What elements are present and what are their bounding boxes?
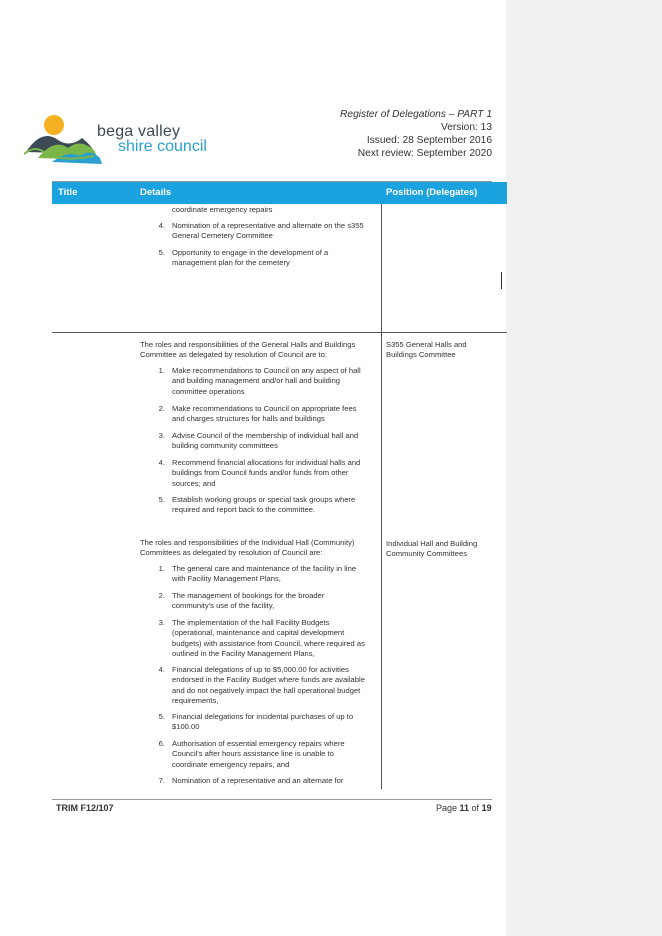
block3-position bbox=[386, 539, 477, 560]
list-item bbox=[172, 776, 343, 786]
logo-line-1: bega valley bbox=[97, 123, 181, 140]
list-item bbox=[172, 366, 361, 397]
trim-reference: TRIM F12/107 bbox=[56, 803, 114, 813]
list-number: 4. bbox=[158, 665, 165, 674]
col-details: Details bbox=[140, 187, 172, 198]
line: and do not negatively impact the hall operational budget bbox=[172, 685, 361, 695]
list-number: 3. bbox=[158, 431, 165, 440]
list-item bbox=[172, 665, 365, 707]
logo-wordmark bbox=[97, 124, 207, 154]
page-current: 11 bbox=[459, 803, 470, 813]
line: committee operations bbox=[172, 386, 245, 396]
list-item bbox=[172, 431, 358, 452]
list-number: 5. bbox=[158, 248, 165, 257]
line: outlined in the Facility Management Plans, bbox=[172, 649, 315, 659]
list-number: 2. bbox=[158, 404, 165, 413]
line: Financial delegations for incidental purchases of up to bbox=[172, 712, 354, 721]
line: Establish working groups or special task groups where bbox=[172, 495, 356, 504]
line: management plan for the cemetery bbox=[172, 258, 290, 268]
register-title: Register of Delegations – PART 1 bbox=[340, 109, 492, 120]
line: sources; and bbox=[172, 478, 216, 488]
line: Individual Hall and Building bbox=[386, 539, 478, 548]
footer-rule bbox=[52, 799, 492, 800]
list-number: 5. bbox=[158, 712, 165, 721]
line: The management of bookings for the broader bbox=[172, 591, 325, 600]
next-review: Next review: September 2020 bbox=[357, 148, 492, 159]
document-header bbox=[340, 108, 492, 160]
col-position: Position (Delegates) bbox=[386, 187, 478, 198]
line: Council's after hours assistance line is unable to bbox=[172, 749, 334, 759]
line: coordinate emergency repairs, and bbox=[172, 759, 290, 769]
list-number: 1. bbox=[158, 366, 165, 375]
line: The implementation of the hall Facility Budgets bbox=[172, 618, 330, 627]
line: buildings from Council funds and/or funds from other bbox=[172, 468, 349, 478]
line: (operational, maintenance and capital development bbox=[172, 628, 345, 638]
line: The roles and responsibilities of the General Halls and Buildings bbox=[140, 340, 356, 349]
block3-intro bbox=[140, 538, 354, 559]
table-header bbox=[52, 182, 507, 204]
column-divider bbox=[381, 204, 382, 789]
line: Buildings Committee bbox=[386, 350, 456, 360]
line: budgets) with assistance from Council, where required as bbox=[172, 638, 365, 648]
line: General Cemetery Committee bbox=[172, 231, 273, 241]
line: endorsed in the Facility Budget where funds are available bbox=[172, 675, 365, 685]
line: Nomination of a representative and an alternate for bbox=[172, 776, 344, 785]
col-title: Title bbox=[58, 187, 78, 198]
row-divider bbox=[52, 332, 507, 333]
list-number: 6. bbox=[158, 739, 165, 748]
continued-text: coordinate emergency repairs bbox=[172, 205, 273, 214]
list-item bbox=[172, 458, 360, 489]
block2-position bbox=[386, 340, 467, 361]
page-of: of bbox=[469, 803, 482, 813]
list-item bbox=[172, 712, 353, 733]
list-number: 4. bbox=[158, 221, 165, 230]
logo-line-2: shire council bbox=[118, 138, 207, 155]
line: Authorisation of essential emergency repairs where bbox=[172, 739, 345, 748]
list-number: 7. bbox=[158, 776, 165, 785]
block2-intro bbox=[140, 340, 355, 361]
list-number: 3. bbox=[158, 618, 165, 627]
line: Opportunity to engage in the development of a bbox=[172, 248, 329, 257]
version: Version: 13 bbox=[441, 122, 492, 133]
list-item bbox=[172, 564, 356, 585]
line: and building management and/or hall and building bbox=[172, 376, 341, 386]
line: Committees as delegated by resolution of Council are: bbox=[140, 548, 323, 558]
line: requirements, bbox=[172, 696, 219, 706]
page-total: 19 bbox=[481, 803, 492, 813]
page-prefix: Page bbox=[436, 803, 460, 813]
line: Make recommendations to Council on appropriate fees bbox=[172, 404, 357, 413]
issued-date: Issued: 28 September 2016 bbox=[366, 135, 492, 146]
line: required and report back to the committee. bbox=[172, 505, 316, 515]
line: Advise Council of the membership of individual hall and bbox=[172, 431, 359, 440]
text-cursor bbox=[501, 272, 502, 289]
line: with Facility Management Plans, bbox=[172, 574, 281, 584]
list-item bbox=[172, 221, 364, 242]
line: Recommend financial allocations for individual halls and bbox=[172, 458, 361, 467]
list-item bbox=[172, 591, 324, 612]
line: Financial delegations of up to $5,000.00 for activities bbox=[172, 665, 349, 674]
line: Community Committees bbox=[386, 549, 468, 559]
list-item bbox=[172, 404, 356, 425]
line: The roles and responsibilities of the Individual Hall (Community) bbox=[140, 538, 355, 547]
list-item bbox=[172, 739, 345, 770]
list-number: 2. bbox=[158, 591, 165, 600]
comment-sidebar bbox=[506, 0, 662, 936]
line: S355 General Halls and bbox=[386, 340, 467, 349]
list-item bbox=[172, 248, 328, 269]
line: Make recommendations to Council on any aspect of hall bbox=[172, 366, 361, 375]
list-number: 1. bbox=[158, 564, 165, 573]
line: community's use of the facility, bbox=[172, 601, 275, 611]
list-number: 5. bbox=[158, 495, 165, 504]
line: Nomination of a representative and alternate on the s355 bbox=[172, 221, 364, 230]
line: The general care and maintenance of the facility in line bbox=[172, 564, 357, 573]
list-item bbox=[172, 618, 365, 660]
line: Committee as delegated by resolution of Council are to: bbox=[140, 350, 327, 360]
list-item bbox=[172, 495, 355, 516]
list-number: 4. bbox=[158, 458, 165, 467]
line: building community committees bbox=[172, 441, 278, 451]
line: and charges structures for halls and buildings bbox=[172, 414, 325, 424]
line: $100.00 bbox=[172, 722, 200, 732]
page-number bbox=[436, 803, 492, 813]
